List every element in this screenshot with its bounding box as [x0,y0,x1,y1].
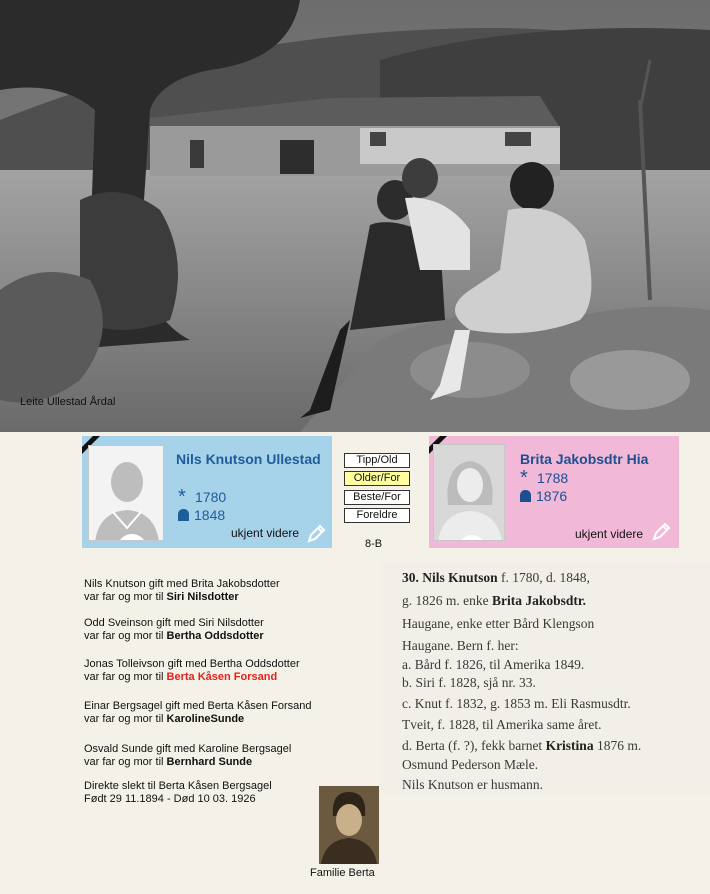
edit-pencil-icon[interactable] [651,522,671,542]
death-year: 1848 [194,507,226,523]
child-name: KarolineSunde [166,713,245,725]
doc-line: c. Knut f. 1832, g. 1853 m. Eli Rasmusdtr. [402,696,631,711]
birth-star-icon: * [520,467,528,489]
lineage-entry: Osvald Sunde gift med Karoline Bergsagel var far og mor til Bernhard Sunde [84,743,292,768]
death-year: 1876 [536,488,568,504]
person-card-nils[interactable] [82,436,332,548]
male-silhouette-icon [89,446,164,541]
birth-year: 1780 [195,489,227,505]
death-tombstone-icon [178,509,189,521]
avatar-male[interactable] [88,445,164,541]
edit-pencil-icon[interactable] [306,524,326,544]
avatar-female[interactable] [433,444,505,541]
person-card-brita[interactable] [429,436,679,548]
page-code: 8-B [365,538,383,550]
child-name: Bernhard Sunde [166,756,253,768]
document-scan [380,562,710,794]
farm-photo [0,0,710,432]
female-silhouette-icon [434,445,505,541]
portrait-drawing [319,786,379,864]
child-name: Bertha Oddsdotter [166,630,264,642]
birth-star-icon: * [178,486,186,508]
person-name[interactable]: Nils Knutson Ullestad [176,451,321,467]
doc-line: d. Berta (f. ?), fekk barnet Kristina 1876 m. [402,738,642,753]
nav-tipp-old-button[interactable]: Tipp/Old [344,453,410,468]
child-name-highlighted: Berta Kåsen Forsand [166,671,278,683]
person-name[interactable]: Brita Jakobsdtr Hia [520,451,649,467]
doc-line: Haugane, enke etter Bård Klengson [402,616,595,631]
nav-foreldre-button[interactable]: Foreldre [344,508,410,523]
farm-photo-drawing [0,0,710,432]
lineage-entry: Jonas Tolleivson gift med Bertha Oddsdotter var far og mor til Berta Kåsen Forsand [84,658,300,683]
doc-line: g. 1826 m. enke Brita Jakobsdtr. [402,593,587,608]
lineage-entry: Odd Sveinson gift med Siri Nilsdotter var far og mor til Bertha Oddsdotter [84,617,264,642]
doc-line: 30. Nils Knutson f. 1780, d. 1848, [402,570,590,585]
portrait-caption: Familie Berta [310,867,375,879]
doc-line: a. Bård f. 1826, til Amerika 1849. [402,657,585,672]
child-name: Siri Nilsdotter [166,591,239,603]
doc-line: Nils Knutson er husmann. [402,777,543,792]
life-dates [178,488,226,524]
doc-line: Tveit, f. 1828, til Amerika same året. [402,717,602,732]
direct-lineage-note: Direkte slekt til Berta Kåsen Bergsagel Født 29 11.1894 - Død 10 03. 1926 [84,780,272,805]
lineage-entry: Einar Bergsagel gift med Berta Kåsen Forsand var far og mor til KarolineSunde [84,700,312,725]
portrait-photo-berta[interactable] [319,786,379,864]
lineage-entry: Nils Knutson gift med Brita Jakobsdotter var far og mor til Siri Nilsdotter [84,578,280,603]
death-tombstone-icon [520,490,531,502]
life-dates [520,469,568,505]
doc-line: Osmund Pederson Mæle. [402,757,539,772]
birth-year: 1788 [537,470,569,486]
nav-beste-for-button[interactable]: Beste/For [344,490,410,505]
doc-line: Haugane. Bern f. her: [402,638,519,653]
status-text: ukjent videre [575,527,644,541]
photo-caption: Leite Ullestad Årdal [20,396,116,408]
nav-older-for-button[interactable]: Older/For [344,471,410,486]
status-text: ukjent videre [231,526,300,540]
doc-line: b. Siri f. 1828, sjå nr. 33. [402,675,536,690]
